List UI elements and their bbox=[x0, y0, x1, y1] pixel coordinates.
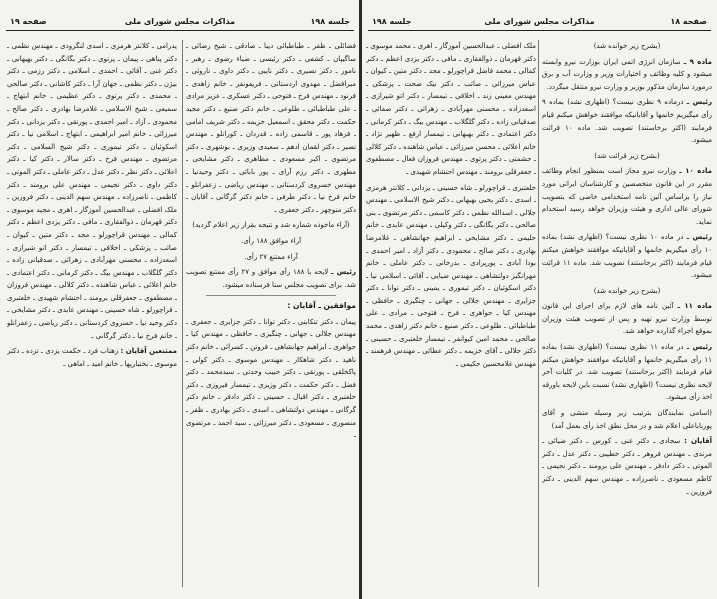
paragraph-text: خلعتبری ـ قراچورلو ـ شاه حسینی ـ یزدانی ـ کلانتر هرمزی ـ اسدی ـ دکتر یحیی بهبهانی ـ دکتر شیخ الاسلامی ـ مهندس جلالی ـ اسدالله نظمی ـ دکتر کاسمی ـ دکتر مرتضوی ـ بنی صالحی ـ دکتر یگانگی ـ دکتر وکیلی ـ مهندس عابدی ـ خانم حلیمی ـ دکتر مشایخی ـ ابراهیم جهانشاهی ـ غلامرضا بهادری ـ دکتر صالح ـ محمودی ـ دکتر آزاد ـ امیر احمدی ـ بودا آبادی ـ پورپرادی ـ بدرخانی ـ دکتر عاملی ـ خانم مهرانگیز دولتشاهی ـ مهندس ضیایی ـ آقائی ـ اسلامی نیا ـ دکتر اسکوئیان ـ دکتر تیموری ـ یمینی ـ دکتر توانا ـ دکتر جزایری ـ مهندس جلالی ـ جهانی ـ چنگیزی ـ حافظی ـ مهندس کیا ـ جواهری ـ فرخ ـ فتوحی ـ مرادی ـ علی طباطبائی ـ طلوعی ـ دکتر صنیع ـ خانم دکتر زاهدی ـ محمد صالحی ـ محمد امین کیوانفر ـ تیمسار خلعتبری ـ حسینی ـ دکتر جلالی ـ آقای خزیمه ـ دکتر عطائی ـ مهندس فرهمند ـ مهندس غلامحسین حکیمی ـ bbox=[366, 183, 536, 368]
text-column bbox=[7, 40, 177, 591]
column-divider bbox=[538, 40, 539, 587]
page-header bbox=[368, 16, 711, 31]
speaker-label: ماده ۱۱ ـ bbox=[677, 302, 712, 311]
text-column bbox=[542, 40, 712, 591]
paragraph-text: پدرامی ـ کلانتر هرمزی ـ اسدی لنگرودی ـ مهندس نظمی ـ دکتر پناهی ـ پیمان ـ پرتوی ـ دکتر یگانگی ـ دکتر بهبهانی ـ دکتر غنی ـ آقائی ـ احمدی ـ اسلامی ـ دکتر رزمی ـ دکتر بیژن ـ دکتر نظمی ـ جهان آرا ـ دکتر کاشانی ـ دکتر صالحی ـ محمدی ـ دکتر پرتوی ـ دکتر عظیمی ـ خانم ابتهاج ـ سمیعی ـ شیخ الاسلامی ـ غلامرضا بهادری ـ دکتر صالح ـ محمودی ـ آزاد ـ امیر احمدی ـ پورنقی ـ دکتر یزدانی ـ دکتر میرزائی ـ خانم امیر ابراهیمی ـ ابتهاج ـ اسلامی نیا ـ دکتر اسکوئیان ـ دکتر تیموری ـ دکتر شیخ السلامی ـ دکتر مرتضوی ـ مهندس فرخ ـ دکتر سالار ـ دکتر کیا ـ دکتر اعلائی ـ دکتر نظر ـ دکتر عدل ـ دکتر عاملی ـ دکتر الموتی ـ دکتر داوی ـ دکتر نجیمی ـ مهندس علی برومند ـ دکتر کاظمی ـ ناصرزاده ـ مهندس سهم الدینی ـ دکتر فروزین ـ ملک افضلی ـ عبدالحسین آموزگار ـ اهری ـ مجید موسوی ـ دکتر قهرمان ـ ذوالفقاری ـ مافی ـ دکتر یزدی اعظم ـ دکتر کمالی ـ مهندس قراچورلو ـ مجد ـ دکتر متین ـ کیوان ـ صائب ـ پزشکی ـ اخلاقی ـ تیمسار ـ دکتر اتو شیرازی ـ اسعدزاده ـ محسنی مهرآبادی ـ زهرائی ـ صدقیانی زاده ـ دکتر گلگلاب ـ مهندس بیگ ـ دکتر کرمانی ـ دکتر اعتمادی ـ خانم اعلائی ـ عباس شاهنده ـ دکتر کلالی ـ مهندس فروزان ـ مصطفوی ـ جعفرقلی برومند ـ احتشام شهیدی ـ خلعتبری ـ قراچورلو ـ شاه حسینی ـ مهندس عابدی ـ دکتر مشایخی ـ دکتر وحید نیا ـ خسروی کردستانی ـ دکتر ریاضی ـ زعفرانلو ـ خانم فرخ نیا ـ دکتر گرگانی ـ bbox=[7, 42, 177, 340]
paragraph bbox=[542, 341, 712, 404]
centered-note: (بشرح زیر خوانده شد) bbox=[593, 42, 661, 50]
paragraph-text: زهتاب فرد ـ حکمت یزدی ـ تزده ـ دکتر موسوی ـ بختیارپها ـ خانم امید ـ اماهی ـ bbox=[7, 347, 177, 368]
centered-note: (بشرح زیر خوانده شد) bbox=[593, 286, 661, 295]
paragraph bbox=[186, 266, 356, 291]
column-divider bbox=[182, 40, 183, 587]
paragraph bbox=[542, 435, 712, 498]
section-heading: موافقین ـ آقایان : bbox=[287, 301, 356, 311]
centered-note: آراء ممتنع ۲۷ رأی. bbox=[244, 252, 298, 261]
paragraph bbox=[542, 96, 712, 146]
page-header bbox=[6, 16, 354, 31]
page-number: صفحه ۱۸ bbox=[670, 17, 707, 26]
paragraph bbox=[542, 56, 712, 94]
paragraph bbox=[542, 231, 712, 281]
running-title: مذاکرات مجلس شورای ملی bbox=[484, 17, 595, 26]
paragraph-text: فضائلی ـ ظفر ـ طباطبائی دیبا ـ صادقی ـ شیخ رضائی ـ ساگیپان ـ کشفی ـ دکتر رئیسی ـ ضیاء رضوی ـ رهبر ـ نامور ـ دکتر نصیری ـ دکتر نایبی ـ دکتر داوی ـ ناروئی ـ میرافضل ـ مهدوی اردستانی ـ فریفونفر ـ خانم زاهدی ـ فرنود ـ مهندس فرخ ـ فتوحی ـ دکتر عسکری ـ عزیز مرادی ـ علی طباطبائی ـ طلوعی ـ خانم دکتر صنیع ـ دکتر مجید حکمت ـ دکتر محقق ـ اسمعیل خزیمه ـ دکتر شریف امامی ـ فرهاد پور ـ قاسمی زاده ـ قدردان ـ کورانلو ـ مهندس نصیر ـ دکتر لقمان ادهم ـ سعیدی وزیری ـ بوشهری ـ دکتر مرتضوی ـ اکبر مسعودی ـ مظاهری ـ دکتر مشایخی ـ مطهری ـ دکتر رزم آرای ـ پور بابائی ـ دکتر وحیدنیا ـ مهندس خسروی کردستانی ـ مهندس ریاضی ـ زعفرانلو ـ خانم فرخ نیا ـ دکتر طرفی ـ خانم دکتر گرگانی ـ آقایان ـ دکتر منوچهر ـ دکتر جعفری ـ bbox=[186, 42, 356, 214]
centered-note: (بشرح زیر قرائت شد) bbox=[594, 151, 660, 160]
paragraph bbox=[186, 40, 356, 216]
speaker-label: ممتنعین آقایان : bbox=[120, 347, 177, 356]
session-number: جلسه ۱۹۸ bbox=[310, 17, 350, 26]
paragraph-text: سجادی ـ دکتر غنی ـ کورس ـ دکتر ضیائی ـ مرندی ـ مهندس فروهر ـ دکتر خطیبی ـ دکتر عدل ـ دکتر الموتی ـ دکتر دادفر ـ مهندس علی برومند ـ دکتر نجیمی ـ کاظم مسعودی ـ ناصرزاده ـ مهندس سهم الدینی ـ دکتر فروزین ـ bbox=[542, 437, 712, 496]
paragraph-text: ملک افضلی ـ عبدالحسین آموزگار ـ اهری ـ محمد موسوی ـ دکتر قهرمان ـ ذوالفقاری ـ مافی ـ دکتر یزدی اعظم ـ دکتر کمالی ـ محمد فاضل قراچورلو ـ مجد ـ دکتر متین ـ کیوان ـ عباس میرزائی ـ صائب ـ دکتر نیک صحت ـ پزشکی ـ مهندس معینی زند ـ اخلاقی ـ تیمسار ـ دکتر اتو شیرازی ـ اسعدزاده ـ محسنی مهرآبادی ـ زهرائی ـ دکتر صفائی ـ صدقیانی زاده ـ دکتر گلگلاب ـ مهندس بیگ ـ دکتر کرمانی ـ دکتر اعتمادی ـ دکتر بهبهانی ـ تیمسار ارفع ـ ظهیر نژاد ـ خاتم اعلائی ـ محسن میرزائی ـ عباس شاهنده ـ دکتر کلالی ـ حشمتی ـ دکتر پرتوی ـ مهندس فروزان فعال ـ مصطفوی ـ جعفرقلی برومند ـ مهندس احتشام شهیدی ـ bbox=[366, 42, 536, 176]
paragraph bbox=[366, 182, 536, 371]
paragraph bbox=[542, 300, 712, 338]
paragraph-text: در ماده ۱۱ نظری نیست؟ (اظهاری نشد) بماده ۱۱ رأی میگیریم خانمها و آقایانیکه موافقند خواهش میکنم قیام فرمایند (اکثر برخاستند) تصویب شد. در کلیات آخر لایحه نظری نیست؟ (اظهاری نشد) نسبت باین لایحه باورقه اخذ رأی میشود. bbox=[542, 343, 712, 402]
section-divider bbox=[206, 295, 336, 296]
speaker-label: رئیس ـ bbox=[686, 343, 712, 352]
paragraph bbox=[542, 165, 712, 228]
text-column bbox=[366, 40, 536, 591]
paragraph-text: وزارت نیرو مجاز است بمنظور انجام وظائف مقرر در این قانون متخصصین و کارشناسان ایرانی مورد نیاز را براساس آئین نامه استخدامی خاصی که بتصویب شورای عالی اداری و هیئت وزیران خواهد رسید استخدام نماید. bbox=[542, 167, 712, 226]
speaker-label: ماده ۱۰ ـ bbox=[679, 167, 712, 176]
paragraph-text: آئین نامه های لازم برای اجرای این قانون توسط وزارت نیرو تهیه و پس از تصویب هیئت وزیران بموقع اجراء گذارده خواهد شد. bbox=[542, 302, 712, 336]
paragraph bbox=[7, 345, 177, 370]
running-title: مذاکرات مجلس شورای ملی bbox=[124, 17, 236, 26]
paragraph-text: درماده ۹ نظری نیست؟ (اظهاری نشد) بماده ۹ رأی میگیریم خانمها و آقایانیکه موافقند خواهش میکنم قیام فرمایند (اکثر برخاستند) تصویب شد. ماده ۱۰ قرائت میشود. bbox=[542, 98, 712, 145]
speaker-label: رئیس ـ bbox=[331, 268, 356, 277]
paragraph-text: در ماده ۱۰ نظری نیست؟ (اظهاری نشد) بماده ۱۰ رأی میگیریم خانمها و آقایانیکه موافقند خواهش میکنم قیام فرمایند (اکثر برخاستند) تصویب شد. ماده ۱۱ قرائت میشود. bbox=[542, 233, 712, 280]
right-page bbox=[362, 0, 717, 599]
paragraph-text: (اسامی نمایندگان بترتیب زیر وسیله منشی و آقای پورباباعلی اعلام شد و در محل نطق اخذ رأی بعمل آمد) bbox=[542, 409, 712, 430]
paragraph bbox=[186, 316, 356, 442]
speaker-label: ماده ۹ ـ bbox=[683, 57, 712, 66]
speaker-label: رئیس ـ bbox=[686, 98, 712, 107]
paragraph-text: پیمان ـ دکتر تنکابنی ـ دکتر توانا ـ دکتر جزایری ـ جعفری ـ مهندس جلالی ـ جهانی ـ چنگیزی ـ حافظی ـ مهندس کیا ـ جواهری ـ ابراهیم جهانشاهی ـ فروتن ـ کسرائی ـ خانم دکتر ناهید ـ دکتر شاهکار ـ مهندس موسوی ـ دکتر کولی ـ پاکخلقی ـ پورنقی ـ دکتر حبیب وحدتی ـ سیدمحمد ـ دکتر فضل ـ دکتر حکمت ـ دکتر وزیری ـ تیمسار فیروزی ـ دکتر خلعتبری ـ دکتر اقبال ـ حسینی ـ دکتر دادفر ـ خانم دکتر گرگانی ـ مهندس دولتشاهی ـ اسدی ـ دکتر بهادری ـ ظفر ـ منصوری ـ مسعودی ـ دکتر میرزائی ـ سید احمد ـ مرتضوی ـ bbox=[186, 317, 356, 440]
paragraph-text: سازمان انرژی اتمی ایران بوزارت نیرو وابسته میشود و کلیه وظائف و اختیارات وزیر و وزارت آب و برق درمورد سازمان مذکور بوزیر و وزارت نیرو منتقل میگردد. bbox=[542, 57, 712, 91]
centered-note: آراء موافق ۱۸۸ رأی. bbox=[240, 236, 302, 245]
paragraph-text: لایحه با ۱۸۸ رأی موافق و ۲۷ رأی ممتنع تصویب شد. برای تصویب مجلس سنا فرستاده میشود. bbox=[186, 268, 356, 289]
paragraph bbox=[366, 40, 536, 179]
centered-note: (آراء ماخوذه شماره شد و نتیجه بقرار زیر اعلام گردید) bbox=[192, 221, 350, 230]
paragraph bbox=[7, 40, 177, 342]
session-number: جلسه ۱۹۸ bbox=[372, 17, 412, 26]
page-number: صفحه ۱۹ bbox=[10, 17, 47, 26]
paragraph bbox=[542, 407, 712, 432]
speaker-label: آقایان : bbox=[684, 437, 712, 446]
text-column bbox=[186, 40, 356, 591]
speaker-label: رئیس ـ bbox=[686, 233, 712, 242]
